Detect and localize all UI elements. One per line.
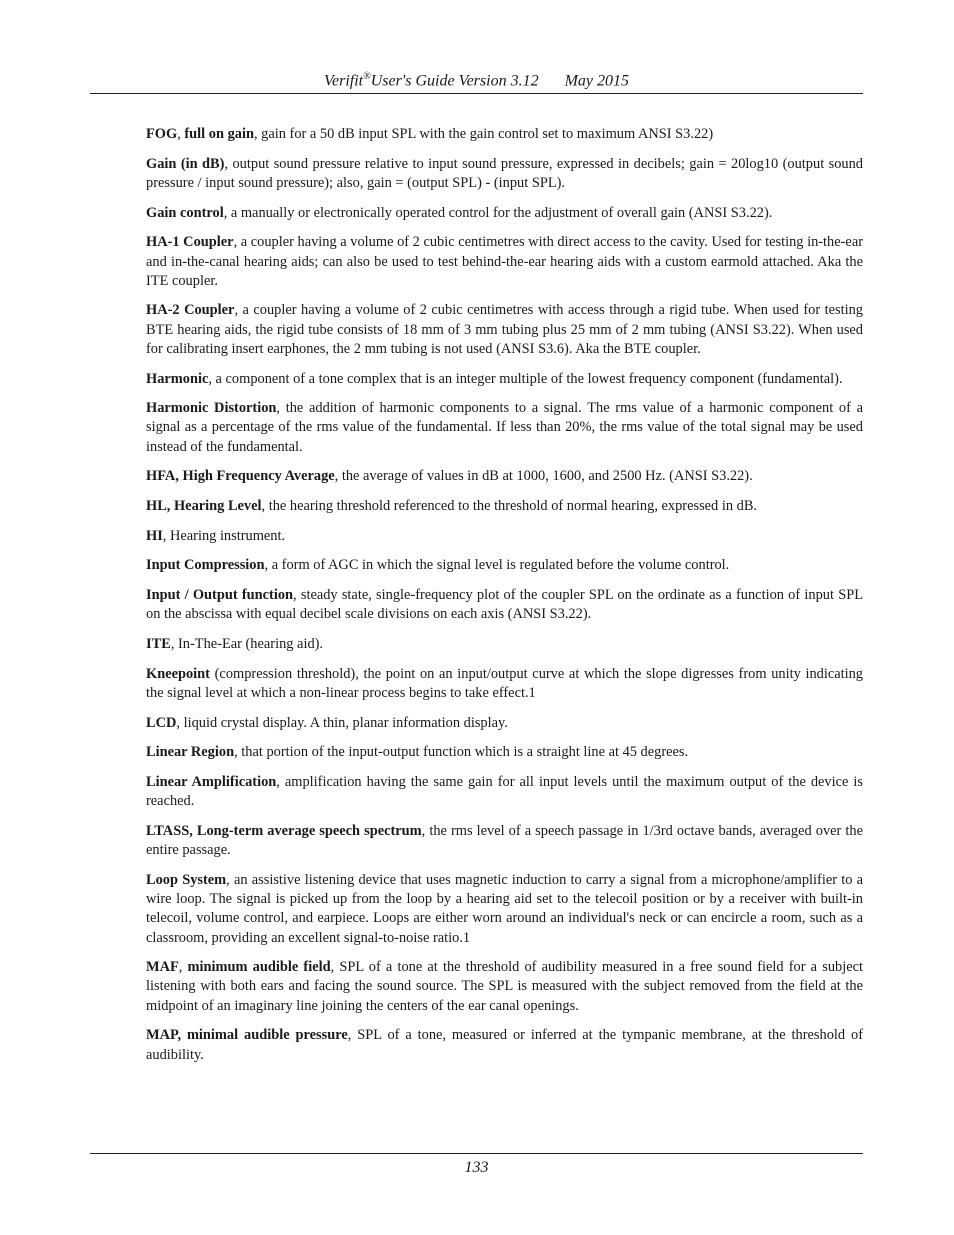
glossary-definition: , the hearing threshold referenced to the threshold of normal hearing, expressed in dB.: [261, 498, 758, 515]
glossary-definition: , output sound pressure relative to input sound pressure, expressed in decibels; gain = 20log10 (output sound pressure / input sound pressure); also, gain = (output SPL) - (input SPL).: [146, 155, 863, 191]
glossary-term: Harmonic Distortion: [146, 400, 277, 417]
glossary-term-secondary: full on gain: [184, 126, 254, 142]
glossary-term: Input / Output function: [146, 587, 294, 604]
glossary-entry: [146, 556, 863, 575]
glossary-term: LTASS, Long-term average speech spectrum: [146, 822, 422, 839]
glossary-term: HL, Hearing Level: [146, 498, 262, 515]
glossary-term: HI: [146, 527, 163, 544]
glossary-term: MAF: [146, 959, 179, 976]
glossary-entry: [146, 714, 863, 733]
glossary-definition: , steady state, single-frequency plot of the coupler SPL on the ordinate as a function of input SPL on the abscissa with equal decibel scale divisions on each axis (ANSI S3.22).: [146, 587, 863, 623]
glossary-term-secondary: minimum audible field: [187, 959, 331, 976]
glossary-definition: , the rms level of a speech passage in 1/3rd octave bands, averaged over the entire passage.: [146, 822, 863, 859]
glossary-term: Input Compression: [146, 557, 265, 574]
glossary-definition: , amplification having the same gain for all input levels until the maximum output of the device is reached.: [146, 774, 863, 810]
glossary-entry: [146, 497, 863, 516]
glossary-entry: [146, 233, 863, 291]
glossary-term: HA-1 Coupler: [146, 234, 234, 251]
glossary-term: Loop System: [146, 871, 227, 888]
term-separator: ,: [177, 126, 185, 142]
footer-rule: [90, 1153, 863, 1154]
glossary-term: Linear Region: [146, 744, 235, 761]
glossary-entry: [146, 871, 863, 948]
glossary-term: Harmonic: [146, 370, 209, 387]
glossary-definition: , a component of a tone complex that is an integer multiple of the lowest frequency component (fundamental).: [208, 370, 843, 387]
glossary-entry: [146, 665, 863, 703]
glossary-entries: [146, 125, 863, 1075]
glossary-entry: [146, 1026, 863, 1064]
page-header: [90, 67, 863, 91]
glossary-definition: (compression threshold), the point on an input/output curve at which the slope digresses from unity indicating the signal level at which a non-linear process begins to take effect.1: [146, 665, 863, 701]
glossary-definition: , gain for a 50 dB input SPL with the gain control set to maximum ANSI S3.22): [253, 126, 714, 142]
header-guide-title: User's Guide Version 3.12: [370, 72, 539, 90]
glossary-definition: , an assistive listening device that uses magnetic induction to carry a signal from a microphone/amplifier to a wire loop. The signal is picked up from the loop by a hearing aid set to the telecoil position or by a receiver with built-in telecoil, volume control, and earpiece. Loops are either worn around an individual's neck or can encircle a room, such as a classroom, providing an excellent signal-to-noise ratio.1: [146, 871, 863, 946]
glossary-definition: , Hearing instrument.: [162, 527, 286, 544]
term-separator: ,: [178, 959, 188, 976]
glossary-entry: [146, 527, 863, 546]
glossary-term: ITE: [146, 636, 171, 653]
glossary-entry: [146, 125, 863, 144]
header-product: Verifit: [323, 72, 364, 90]
glossary-term: HFA, High Frequency Average: [146, 468, 335, 485]
glossary-definition: , liquid crystal display. A thin, planar information display.: [176, 714, 508, 731]
glossary-term: Kneepoint: [146, 665, 210, 682]
glossary-definition: , a coupler having a volume of 2 cubic centimetres with access through a rigid tube. When used for testing BTE hearing aids, the rigid tube consists of 18 mm of 3 mm tubing plus 25 mm of 2 mm tubing (ANSI S3.22). When used for calibrating insert earphones, the 2 mm tubing is not used (ANSI S3.6). Aka the BTE coupler.: [146, 302, 863, 357]
glossary-definition: , the average of values in dB at 1000, 1600, and 2500 Hz. (ANSI S3.22).: [334, 468, 753, 485]
glossary-definition: , a form of AGC in which the signal level is regulated before the volume control.: [264, 557, 730, 574]
glossary-entry: [146, 822, 863, 860]
glossary-definition: , the addition of harmonic components to a signal. The rms value of a harmonic component of a signal as a percentage of the rms value of the fundamental. If less than 20%, the rms value of the total signal may be used instead of the fundamental.: [146, 400, 863, 455]
glossary-term: Linear Amplification: [146, 774, 277, 791]
page-number: 133: [464, 1159, 489, 1176]
glossary-term: Gain (in dB): [146, 155, 225, 172]
header-rule: [90, 93, 863, 94]
glossary-entry: [146, 743, 863, 762]
glossary-definition: , a coupler having a volume of 2 cubic centimetres with direct access to the cavity. Used for testing in-the-ear and in-the-canal hearing aids; can also be used to test behind-the-ear hearing aids with a custom earmold attached. Aka the ITE coupler.: [146, 234, 863, 289]
glossary-term: HA-2 Coupler: [146, 302, 235, 319]
glossary-term: LCD: [146, 714, 177, 731]
glossary-entry: [146, 301, 863, 359]
glossary-entry: [146, 958, 863, 1016]
glossary-definition: , SPL of a tone, measured or inferred at the tympanic membrane, at the threshold of audibility.: [146, 1027, 863, 1063]
header-date: May 2015: [564, 72, 629, 90]
glossary-entry: [146, 635, 863, 654]
glossary-definition: , SPL of a tone at the threshold of audibility measured in a free sound field for a subject listening with both ears and facing the sound source. The SPL is measured with the subject removed from the field at the midpoint of an imaginary line joining the centers of the ear canal openings.: [146, 959, 863, 1014]
page-footer: [90, 1158, 863, 1178]
glossary-entry: [146, 370, 863, 389]
glossary-term: FOG: [146, 126, 178, 142]
registered-mark: ®: [363, 71, 371, 82]
glossary-entry: [146, 155, 863, 193]
glossary-entry: [146, 399, 863, 457]
glossary-term: MAP, minimal audible pressure: [146, 1027, 348, 1044]
glossary-definition: , a manually or electronically operated control for the adjustment of overall gain (ANSI S3.22).: [223, 204, 773, 221]
glossary-entry: [146, 204, 863, 223]
glossary-definition: , that portion of the input-output function which is a straight line at 45 degrees.: [234, 744, 689, 761]
glossary-entry: [146, 586, 863, 624]
glossary-definition: , In-The-Ear (hearing aid).: [170, 636, 324, 653]
glossary-entry: [146, 773, 863, 811]
glossary-term: Gain control: [146, 204, 224, 221]
glossary-entry: [146, 467, 863, 486]
